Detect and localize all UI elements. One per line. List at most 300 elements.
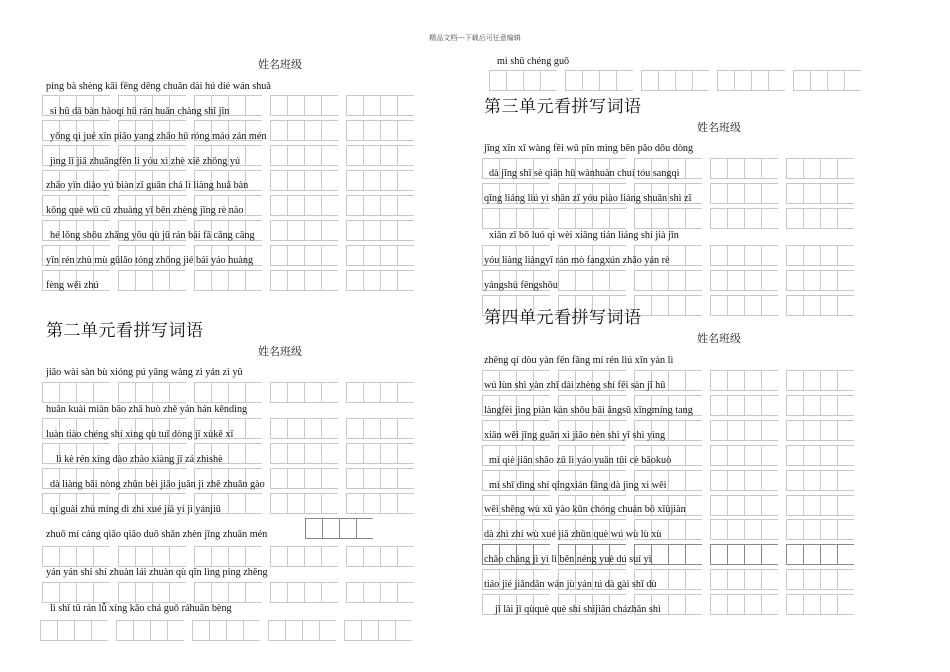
grid-cell[interactable] — [397, 245, 414, 266]
grid-cell[interactable] — [194, 546, 211, 567]
grid-cell[interactable] — [582, 70, 599, 91]
grid-cell[interactable] — [319, 620, 336, 641]
grid-cell[interactable] — [668, 544, 685, 565]
grid-cell[interactable] — [363, 195, 380, 216]
grid-cell[interactable] — [786, 420, 803, 441]
grid-cell[interactable] — [727, 594, 744, 615]
grid-cell[interactable] — [380, 270, 397, 291]
grid-cell[interactable] — [321, 120, 338, 141]
grid-cell[interactable] — [685, 445, 702, 466]
grid-cell[interactable] — [668, 370, 685, 391]
grid-cell[interactable] — [321, 270, 338, 291]
grid-cell[interactable] — [287, 493, 304, 514]
grid-cell[interactable] — [380, 582, 397, 603]
grid-cell[interactable] — [786, 158, 803, 179]
grid-cell[interactable] — [304, 95, 321, 116]
grid-cell[interactable] — [304, 382, 321, 403]
grid-cell[interactable] — [786, 495, 803, 516]
grid-cell[interactable] — [397, 120, 414, 141]
grid-cell[interactable] — [285, 620, 302, 641]
grid-cell[interactable] — [397, 468, 414, 489]
grid-cell[interactable] — [533, 208, 550, 229]
grid-cell[interactable] — [820, 158, 837, 179]
grid-cell[interactable] — [304, 170, 321, 191]
grid-cell[interactable] — [304, 582, 321, 603]
grid-cell[interactable] — [380, 382, 397, 403]
grid-cell[interactable] — [380, 145, 397, 166]
grid-cell[interactable] — [76, 546, 93, 567]
grid-cell[interactable] — [710, 183, 727, 204]
grid-cell[interactable] — [152, 582, 169, 603]
grid-cell[interactable] — [226, 620, 243, 641]
grid-cell[interactable] — [837, 544, 854, 565]
grid-cell[interactable] — [727, 395, 744, 416]
grid-cell[interactable] — [710, 295, 727, 316]
grid-cell[interactable] — [761, 295, 778, 316]
grid-cell[interactable] — [135, 546, 152, 567]
grid-cell[interactable] — [270, 270, 287, 291]
grid-cell[interactable] — [74, 620, 91, 641]
grid-cell[interactable] — [397, 582, 414, 603]
grid-cell[interactable] — [837, 183, 854, 204]
grid-cell[interactable] — [786, 208, 803, 229]
grid-cell[interactable] — [685, 208, 702, 229]
grid-cell[interactable] — [346, 270, 363, 291]
grid-cell[interactable] — [744, 370, 761, 391]
grid-cell[interactable] — [634, 208, 651, 229]
grid-cell[interactable] — [786, 395, 803, 416]
grid-cell[interactable] — [346, 493, 363, 514]
grid-cell[interactable] — [270, 468, 287, 489]
grid-cell[interactable] — [837, 495, 854, 516]
grid-cell[interactable] — [380, 195, 397, 216]
grid-cell[interactable] — [592, 270, 609, 291]
grid-cell[interactable] — [304, 195, 321, 216]
grid-cell[interactable] — [135, 582, 152, 603]
grid-cell[interactable] — [820, 270, 837, 291]
grid-cell[interactable] — [820, 594, 837, 615]
grid-cell[interactable] — [734, 70, 751, 91]
grid-cell[interactable] — [270, 120, 287, 141]
grid-cell[interactable] — [761, 158, 778, 179]
grid-cell[interactable] — [744, 395, 761, 416]
grid-cell[interactable] — [616, 70, 633, 91]
grid-cell[interactable] — [346, 120, 363, 141]
grid-cell[interactable] — [744, 208, 761, 229]
grid-cell[interactable] — [803, 395, 820, 416]
grid-cell[interactable] — [245, 195, 262, 216]
grid-cell[interactable] — [346, 245, 363, 266]
grid-cell[interactable] — [575, 208, 592, 229]
grid-cell[interactable] — [270, 170, 287, 191]
grid-cell[interactable] — [810, 70, 827, 91]
grid-cell[interactable] — [685, 270, 702, 291]
grid-cell[interactable] — [304, 493, 321, 514]
grid-cell[interactable] — [270, 195, 287, 216]
grid-cell[interactable] — [744, 295, 761, 316]
grid-cell[interactable] — [397, 95, 414, 116]
grid-cell[interactable] — [744, 445, 761, 466]
grid-cell[interactable] — [363, 145, 380, 166]
grid-cell[interactable] — [245, 582, 262, 603]
grid-cell[interactable] — [744, 544, 761, 565]
grid-cell[interactable] — [710, 395, 727, 416]
grid-cell[interactable] — [42, 382, 59, 403]
grid-cell[interactable] — [321, 195, 338, 216]
grid-cell[interactable] — [820, 295, 837, 316]
grid-cell[interactable] — [287, 245, 304, 266]
grid-cell[interactable] — [380, 220, 397, 241]
grid-cell[interactable] — [558, 270, 575, 291]
grid-cell[interactable] — [270, 418, 287, 439]
grid-cell[interactable] — [710, 270, 727, 291]
grid-cell[interactable] — [270, 493, 287, 514]
grid-cell[interactable] — [321, 493, 338, 514]
grid-cell[interactable] — [395, 620, 412, 641]
grid-cell[interactable] — [803, 183, 820, 204]
grid-cell[interactable] — [245, 382, 262, 403]
grid-cell[interactable] — [91, 620, 108, 641]
grid-cell[interactable] — [363, 95, 380, 116]
grid-cell[interactable] — [837, 245, 854, 266]
grid-cell[interactable] — [245, 145, 262, 166]
grid-cell[interactable] — [744, 519, 761, 540]
grid-cell[interactable] — [169, 270, 186, 291]
grid-cell[interactable] — [727, 445, 744, 466]
grid-cell[interactable] — [609, 270, 626, 291]
grid-cell[interactable] — [482, 208, 499, 229]
grid-cell[interactable] — [761, 594, 778, 615]
grid-cell[interactable] — [363, 546, 380, 567]
grid-cell[interactable] — [837, 569, 854, 590]
grid-cell[interactable] — [793, 70, 810, 91]
grid-cell[interactable] — [322, 518, 339, 539]
grid-cell[interactable] — [727, 470, 744, 491]
grid-cell[interactable] — [152, 382, 169, 403]
grid-cell[interactable] — [380, 443, 397, 464]
grid-cell[interactable] — [761, 495, 778, 516]
grid-cell[interactable] — [786, 445, 803, 466]
grid-cell[interactable] — [837, 295, 854, 316]
grid-cell[interactable] — [363, 443, 380, 464]
grid-cell[interactable] — [727, 208, 744, 229]
grid-cell[interactable] — [837, 270, 854, 291]
grid-cell[interactable] — [397, 195, 414, 216]
grid-cell[interactable] — [786, 594, 803, 615]
grid-cell[interactable] — [346, 382, 363, 403]
grid-cell[interactable] — [685, 420, 702, 441]
grid-cell[interactable] — [820, 470, 837, 491]
grid-cell[interactable] — [710, 544, 727, 565]
grid-cell[interactable] — [287, 582, 304, 603]
grid-cell[interactable] — [540, 70, 557, 91]
grid-cell[interactable] — [245, 546, 262, 567]
grid-cell[interactable] — [844, 70, 861, 91]
grid-cell[interactable] — [761, 569, 778, 590]
grid-cell[interactable] — [717, 70, 734, 91]
grid-cell[interactable] — [194, 382, 211, 403]
grid-cell[interactable] — [558, 208, 575, 229]
grid-cell[interactable] — [506, 70, 523, 91]
grid-cell[interactable] — [268, 620, 285, 641]
grid-cell[interactable] — [378, 620, 395, 641]
grid-cell[interactable] — [304, 443, 321, 464]
grid-cell[interactable] — [270, 582, 287, 603]
grid-cell[interactable] — [363, 418, 380, 439]
grid-cell[interactable] — [685, 295, 702, 316]
grid-cell[interactable] — [768, 70, 785, 91]
grid-cell[interactable] — [820, 420, 837, 441]
writing-grid[interactable] — [482, 208, 862, 228]
grid-cell[interactable] — [837, 445, 854, 466]
grid-cell[interactable] — [380, 170, 397, 191]
grid-cell[interactable] — [692, 70, 709, 91]
grid-cell[interactable] — [761, 544, 778, 565]
grid-cell[interactable] — [668, 470, 685, 491]
grid-cell[interactable] — [609, 208, 626, 229]
grid-cell[interactable] — [744, 183, 761, 204]
grid-cell[interactable] — [304, 270, 321, 291]
grid-cell[interactable] — [820, 245, 837, 266]
grid-cell[interactable] — [209, 620, 226, 641]
grid-cell[interactable] — [803, 208, 820, 229]
grid-cell[interactable] — [668, 295, 685, 316]
grid-cell[interactable] — [287, 220, 304, 241]
grid-cell[interactable] — [243, 620, 260, 641]
grid-cell[interactable] — [380, 245, 397, 266]
grid-cell[interactable] — [803, 519, 820, 540]
grid-cell[interactable] — [592, 208, 609, 229]
grid-cell[interactable] — [397, 170, 414, 191]
grid-cell[interactable] — [169, 582, 186, 603]
grid-cell[interactable] — [321, 382, 338, 403]
grid-cell[interactable] — [489, 70, 506, 91]
grid-cell[interactable] — [321, 95, 338, 116]
grid-cell[interactable] — [710, 445, 727, 466]
grid-cell[interactable] — [744, 270, 761, 291]
grid-cell[interactable] — [820, 370, 837, 391]
grid-cell[interactable] — [304, 120, 321, 141]
grid-cell[interactable] — [710, 470, 727, 491]
grid-cell[interactable] — [228, 270, 245, 291]
grid-cell[interactable] — [710, 158, 727, 179]
grid-cell[interactable] — [761, 420, 778, 441]
grid-cell[interactable] — [727, 183, 744, 204]
grid-cell[interactable] — [228, 546, 245, 567]
grid-cell[interactable] — [133, 620, 150, 641]
grid-cell[interactable] — [344, 620, 361, 641]
grid-cell[interactable] — [837, 208, 854, 229]
grid-cell[interactable] — [380, 546, 397, 567]
grid-cell[interactable] — [228, 443, 245, 464]
grid-cell[interactable] — [685, 544, 702, 565]
writing-grid[interactable] — [42, 382, 422, 402]
grid-cell[interactable] — [827, 70, 844, 91]
grid-cell[interactable] — [837, 470, 854, 491]
grid-cell[interactable] — [363, 468, 380, 489]
grid-cell[interactable] — [397, 270, 414, 291]
grid-cell[interactable] — [321, 418, 338, 439]
grid-cell[interactable] — [668, 420, 685, 441]
grid-cell[interactable] — [523, 70, 540, 91]
grid-cell[interactable] — [786, 245, 803, 266]
grid-cell[interactable] — [710, 519, 727, 540]
grid-cell[interactable] — [803, 270, 820, 291]
grid-cell[interactable] — [397, 145, 414, 166]
grid-cell[interactable] — [820, 544, 837, 565]
grid-cell[interactable] — [118, 270, 135, 291]
grid-cell[interactable] — [152, 270, 169, 291]
grid-cell[interactable] — [397, 418, 414, 439]
grid-cell[interactable] — [321, 468, 338, 489]
grid-cell[interactable] — [710, 569, 727, 590]
grid-cell[interactable] — [803, 470, 820, 491]
grid-cell[interactable] — [304, 468, 321, 489]
grid-cell[interactable] — [820, 208, 837, 229]
grid-cell[interactable] — [599, 70, 616, 91]
grid-cell[interactable] — [118, 546, 135, 567]
grid-cell[interactable] — [744, 470, 761, 491]
writing-grid[interactable] — [42, 582, 422, 602]
grid-cell[interactable] — [761, 470, 778, 491]
grid-cell[interactable] — [761, 270, 778, 291]
grid-cell[interactable] — [744, 594, 761, 615]
grid-cell[interactable] — [820, 183, 837, 204]
grid-cell[interactable] — [820, 569, 837, 590]
grid-cell[interactable] — [727, 420, 744, 441]
grid-cell[interactable] — [245, 443, 262, 464]
grid-cell[interactable] — [287, 120, 304, 141]
grid-cell[interactable] — [685, 594, 702, 615]
grid-cell[interactable] — [346, 170, 363, 191]
grid-cell[interactable] — [42, 582, 59, 603]
grid-cell[interactable] — [287, 418, 304, 439]
grid-cell[interactable] — [363, 120, 380, 141]
grid-cell[interactable] — [685, 158, 702, 179]
grid-cell[interactable] — [803, 295, 820, 316]
grid-cell[interactable] — [93, 382, 110, 403]
grid-cell[interactable] — [321, 245, 338, 266]
grid-cell[interactable] — [727, 295, 744, 316]
grid-cell[interactable] — [820, 495, 837, 516]
grid-cell[interactable] — [710, 208, 727, 229]
grid-cell[interactable] — [305, 518, 322, 539]
grid-cell[interactable] — [211, 382, 228, 403]
grid-cell[interactable] — [803, 158, 820, 179]
grid-cell[interactable] — [346, 95, 363, 116]
grid-cell[interactable] — [321, 443, 338, 464]
grid-cell[interactable] — [761, 370, 778, 391]
grid-cell[interactable] — [761, 519, 778, 540]
grid-cell[interactable] — [93, 546, 110, 567]
grid-cell[interactable] — [380, 95, 397, 116]
grid-cell[interactable] — [356, 518, 373, 539]
grid-cell[interactable] — [761, 183, 778, 204]
grid-cell[interactable] — [245, 493, 262, 514]
grid-cell[interactable] — [727, 495, 744, 516]
grid-cell[interactable] — [304, 145, 321, 166]
grid-cell[interactable] — [803, 420, 820, 441]
grid-cell[interactable] — [321, 582, 338, 603]
grid-cell[interactable] — [346, 443, 363, 464]
grid-cell[interactable] — [744, 569, 761, 590]
grid-cell[interactable] — [363, 382, 380, 403]
grid-cell[interactable] — [363, 582, 380, 603]
grid-cell[interactable] — [287, 195, 304, 216]
grid-cell[interactable] — [116, 620, 133, 641]
grid-cell[interactable] — [575, 270, 592, 291]
grid-cell[interactable] — [786, 295, 803, 316]
grid-cell[interactable] — [270, 145, 287, 166]
grid-cell[interactable] — [59, 382, 76, 403]
grid-cell[interactable] — [380, 120, 397, 141]
grid-cell[interactable] — [76, 382, 93, 403]
grid-cell[interactable] — [668, 594, 685, 615]
writing-grid[interactable] — [42, 270, 422, 290]
grid-cell[interactable] — [786, 544, 803, 565]
grid-cell[interactable] — [651, 295, 668, 316]
grid-cell[interactable] — [820, 445, 837, 466]
grid-cell[interactable] — [287, 145, 304, 166]
grid-cell[interactable] — [304, 245, 321, 266]
grid-cell[interactable] — [321, 145, 338, 166]
grid-cell[interactable] — [761, 245, 778, 266]
grid-cell[interactable] — [118, 582, 135, 603]
grid-cell[interactable] — [744, 245, 761, 266]
grid-cell[interactable] — [287, 382, 304, 403]
grid-cell[interactable] — [516, 208, 533, 229]
grid-cell[interactable] — [685, 519, 702, 540]
grid-cell[interactable] — [228, 582, 245, 603]
grid-cell[interactable] — [786, 270, 803, 291]
grid-cell[interactable] — [42, 546, 59, 567]
grid-cell[interactable] — [304, 546, 321, 567]
grid-cell[interactable] — [668, 519, 685, 540]
grid-cell[interactable] — [651, 208, 668, 229]
grid-cell[interactable] — [270, 546, 287, 567]
grid-cell[interactable] — [321, 546, 338, 567]
grid-cell[interactable] — [761, 445, 778, 466]
grid-cell[interactable] — [727, 270, 744, 291]
grid-cell[interactable] — [228, 493, 245, 514]
grid-cell[interactable] — [710, 495, 727, 516]
grid-cell[interactable] — [744, 420, 761, 441]
grid-cell[interactable] — [786, 569, 803, 590]
grid-cell[interactable] — [363, 170, 380, 191]
grid-cell[interactable] — [270, 443, 287, 464]
grid-cell[interactable] — [685, 370, 702, 391]
grid-cell[interactable] — [397, 493, 414, 514]
grid-cell[interactable] — [397, 382, 414, 403]
grid-cell[interactable] — [363, 220, 380, 241]
grid-cell[interactable] — [803, 594, 820, 615]
grid-cell[interactable] — [727, 569, 744, 590]
grid-cell[interactable] — [397, 443, 414, 464]
grid-cell[interactable] — [751, 70, 768, 91]
grid-cell[interactable] — [727, 158, 744, 179]
grid-cell[interactable] — [270, 95, 287, 116]
grid-cell[interactable] — [803, 370, 820, 391]
grid-cell[interactable] — [346, 418, 363, 439]
grid-cell[interactable] — [302, 620, 319, 641]
grid-cell[interactable] — [685, 569, 702, 590]
grid-cell[interactable] — [321, 170, 338, 191]
grid-cell[interactable] — [668, 569, 685, 590]
grid-cell[interactable] — [685, 245, 702, 266]
grid-cell[interactable] — [761, 208, 778, 229]
grid-cell[interactable] — [304, 220, 321, 241]
grid-cell[interactable] — [668, 208, 685, 229]
